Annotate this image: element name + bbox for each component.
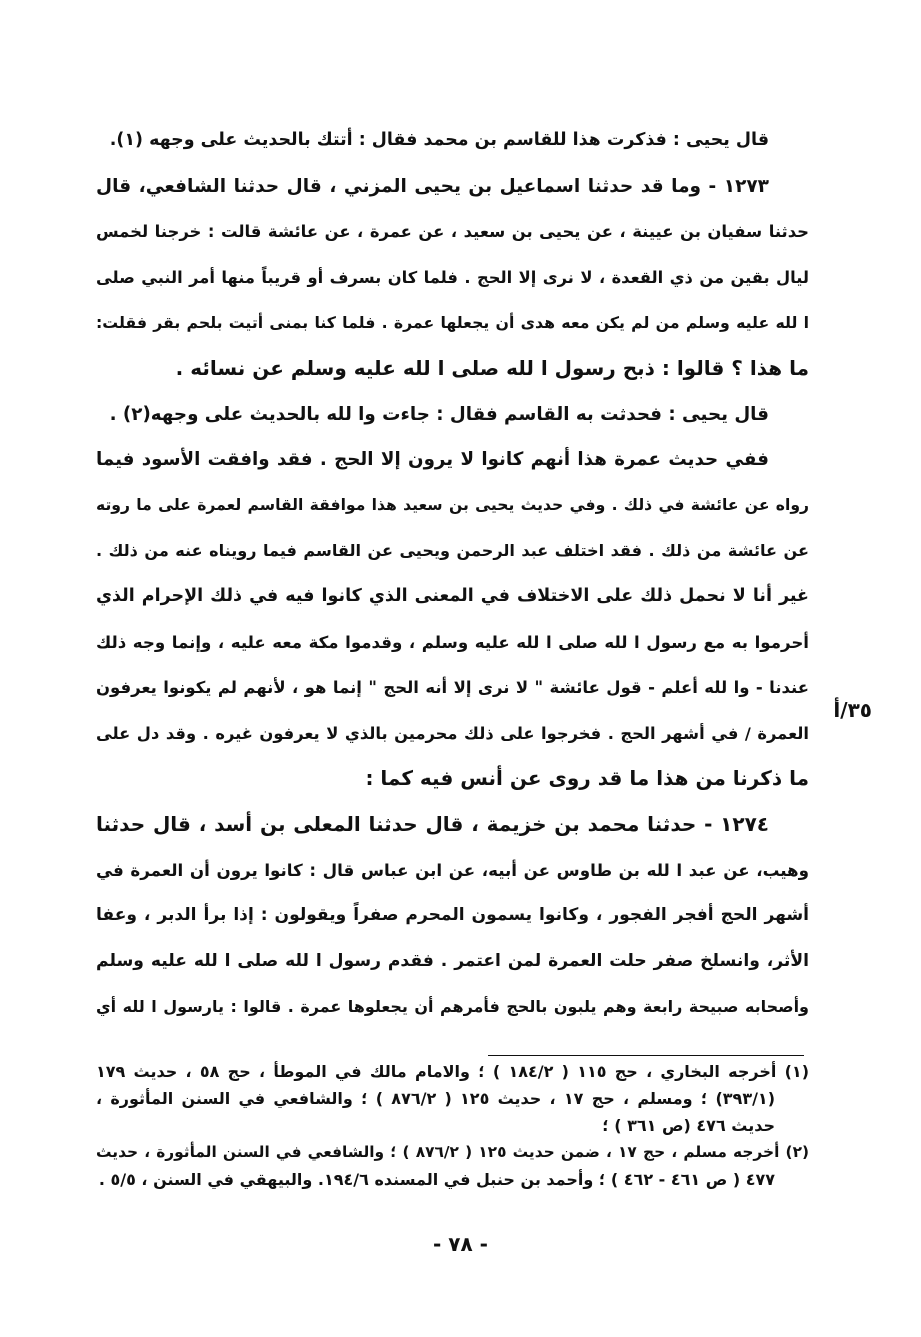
text-line: رواه عن عائشة في ذلك . وفي حديث يحيى بن سعيد هذا موافقة القاسم لعمرة على ما روته xyxy=(96,495,809,514)
text-line: ما هذا ؟ قالوا : ذبح رسول ا لله صلى ا لله عليه وسلم عن نسائه . xyxy=(175,355,809,380)
text-line: أحرموا به مع رسول ا لله صلى ا لله عليه وسلم ، وقدموا مكة معه عليه ، وإنما وجه ذلك xyxy=(96,632,809,652)
body-text xyxy=(96,118,809,1030)
text-line: وأصحابه صبيحة رابعة وهم يلبون بالحج فأمرهم أن يجعلوها عمرة . قالوا : يارسول ا لله أي xyxy=(96,997,809,1017)
text-line: وهيب، عن عبد ا لله بن طاوس عن أبيه، عن ابن عباس قال : كانوا يرون أن العمرة في xyxy=(96,860,809,880)
footnote-line: (٢) أخرجه مسلم ، حج ١٧ ، ضمن حديث ١٢٥ ( ٨٧٦/٢ ) ؛ والشافعي في السنن المأثورة ، حديث xyxy=(96,1143,810,1161)
text-line: قال يحيى : فذكرت هذا للقاسم بن محمد فقال : أتتك بالحديث على وجهه (١). xyxy=(109,130,769,150)
footnote-line: حديث ٤٧٦ (ص ٣٦١ ) ؛ xyxy=(602,1116,775,1135)
text-line: العمرة / في أشهر الحج . فخرجوا على ذلك محرمين بالذي لا يعرفون غيره . وقد دل على xyxy=(96,723,809,743)
text-line: ١٢٧٣ - وما قد حدثنا اسماعيل بن يحيى المزني ، قال حدثنا الشافعي، قال xyxy=(96,175,769,197)
text-line: عن عائشة من ذلك . فقد اختلف عبد الرحمن ويحيى عن القاسم فيما رويناه عنه من ذلك . xyxy=(96,541,809,561)
footnote-line: ٤٧٧ ( ص ٤٦١ - ٤٦٢ ) ؛ وأحمد بن حنبل في المسنده ١٩٤/٦. والبيهقي في السنن ، ٥/٥ . xyxy=(98,1170,775,1189)
footnote-line: (١) أخرجه البخاري ، حج ١١٥ ( ١٨٤/٢ ) ؛ والامام مالك في الموطأ ، حج ٥٨ ، حديث ١٧٩ xyxy=(96,1062,809,1081)
text-line: غير أنا لا نحمل ذلك على الاختلاف في المعنى الذي كانوا فيه في ذلك الإحرام الذي xyxy=(96,585,809,606)
text-line: حدثنا سفيان بن عيينة ، عن يحيى بن سعيد ، عن عمرة ، عن عائشة قالت : خرجنا لخمس xyxy=(96,222,809,242)
text-line: ا لله عليه وسلم من لم يكن معه هدى أن يجعلها عمرة . فلما كنا بمنى أتيت بلحم بقر فقلت: xyxy=(96,313,809,333)
manuscript-folio-marker: ٣٥/أ xyxy=(833,698,872,722)
text-line: ففي حديث عمرة هذا أنهم كانوا لا يرون إلا الحج . فقد وافقت الأسود فيما xyxy=(96,449,769,471)
footnotes xyxy=(96,1058,809,1193)
page-number: - ٧٨ - xyxy=(433,1232,488,1256)
text-line: ١٢٧٤ - حدثنا محمد بن خزيمة ، قال حدثنا المعلى بن أسد ، قال حدثنا xyxy=(96,811,769,836)
footnote-separator xyxy=(488,1055,804,1056)
text-line: عندنا - وا لله أعلم - قول عائشة " لا نرى إلا أنه الحج " إنما هو ، لأنهم لم يكونوا يعرفون xyxy=(96,678,809,698)
text-line: الأثر، وانسلخ صفر حلت العمرة لمن اعتمر . فقدم رسول ا لله صلى ا لله عليه وسلم xyxy=(96,950,809,971)
text-line: ما ذكرنا من هذا ما قد روى عن أنس فيه كما : xyxy=(365,766,809,791)
text-line: قال يحيى : فحدثت به القاسم فقال : جاءت وا لله بالحديث على وجهه(٢) . xyxy=(109,403,769,425)
text-line: ليال بقين من ذي القعدة ، لا نرى إلا الحج . فلما كان بسرف أو قريباً منها أمر النبي صلى xyxy=(96,267,809,287)
footnote-line: (٣٩٣/١) ؛ ومسلم ، حج ١٧ ، حديث ١٢٥ ( ٨٧٦/٢ ) ؛ والشافعي في السنن المأثورة ، xyxy=(96,1089,775,1108)
text-line: أشهر الحج أفجر الفجور ، وكانوا يسمون المحرم صفراً ويقولون : إذا برأ الدبر ، وعفا xyxy=(96,905,809,926)
